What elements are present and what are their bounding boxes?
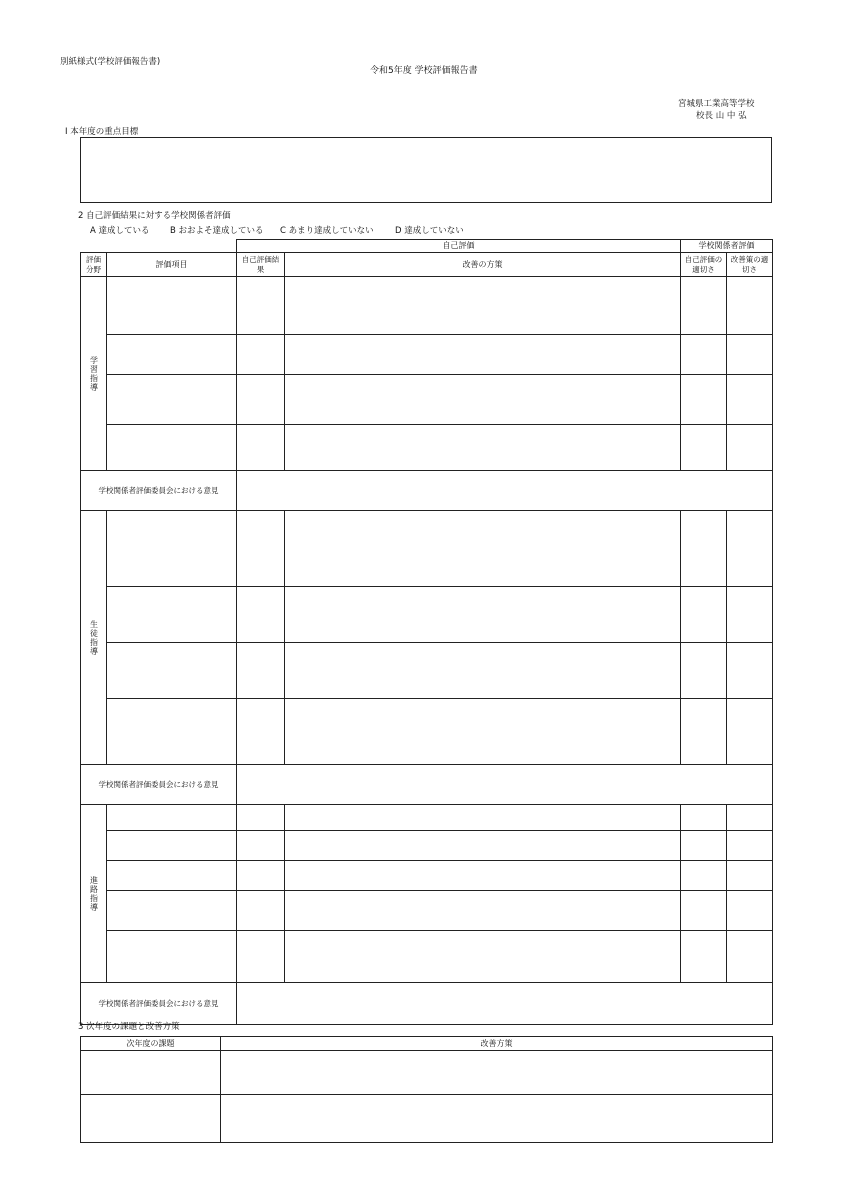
item-measures	[285, 861, 681, 891]
item-label	[107, 511, 237, 587]
item-label	[107, 805, 237, 831]
item-measure-appropriateness	[727, 375, 773, 425]
legend-c: C あまり達成していない	[280, 226, 374, 236]
school-name: 宮城県工業高等学校	[678, 99, 755, 109]
area-name: 進路指導	[81, 805, 107, 983]
area-header: 評価分野	[81, 253, 107, 277]
item-result	[237, 931, 285, 983]
item-measures	[285, 699, 681, 765]
item-result	[237, 891, 285, 931]
item-appropriateness	[681, 375, 727, 425]
item-measure-appropriateness	[727, 699, 773, 765]
item-appropriateness	[681, 699, 727, 765]
item-measures	[285, 891, 681, 931]
item-appropriateness	[681, 931, 727, 983]
item-header: 評価項目	[107, 253, 237, 277]
item-result	[237, 587, 285, 643]
item-label	[107, 335, 237, 375]
item-result	[237, 831, 285, 861]
item-label	[107, 277, 237, 335]
item-label	[107, 587, 237, 643]
item-measures	[285, 831, 681, 861]
item-measure-appropriateness	[727, 511, 773, 587]
committee-label: 学校関係者評価委員会における意見	[81, 765, 237, 805]
stakeholder-eval-header: 学校関係者評価	[681, 240, 773, 253]
item-appropriateness	[681, 277, 727, 335]
issue-cell	[81, 1051, 221, 1095]
committee-label: 学校関係者評価委員会における意見	[81, 983, 237, 1025]
item-measure-appropriateness	[727, 861, 773, 891]
item-measure-appropriateness	[727, 335, 773, 375]
section2-heading: 2 自己評価結果に対する学校関係者評価	[78, 211, 231, 221]
measure-cell	[221, 1095, 773, 1143]
committee-comment	[237, 983, 773, 1025]
measure-appropriateness-header: 改善策の適切さ	[727, 253, 773, 277]
issue-cell	[81, 1095, 221, 1143]
legend-d: D 達成していない	[395, 226, 464, 236]
committee-comment	[237, 765, 773, 805]
self-eval-header: 自己評価	[237, 240, 681, 253]
item-measure-appropriateness	[727, 587, 773, 643]
measure-cell	[221, 1051, 773, 1095]
item-result	[237, 861, 285, 891]
area-name: 生徒指導	[81, 511, 107, 765]
item-measures	[285, 587, 681, 643]
item-appropriateness	[681, 335, 727, 375]
measure-header: 改善方策	[221, 1037, 773, 1051]
item-appropriateness	[681, 805, 727, 831]
item-measures	[285, 643, 681, 699]
evaluation-table	[80, 239, 773, 1025]
item-appropriateness	[681, 891, 727, 931]
result-header: 自己評価結果	[237, 253, 285, 277]
item-result	[237, 643, 285, 699]
section1-heading: Ⅰ 本年度の重点目標	[65, 127, 139, 137]
item-result	[237, 511, 285, 587]
item-result	[237, 277, 285, 335]
item-result	[237, 375, 285, 425]
item-measure-appropriateness	[727, 931, 773, 983]
item-label	[107, 643, 237, 699]
item-measure-appropriateness	[727, 891, 773, 931]
report-title: 令和5年度 学校評価報告書	[370, 66, 478, 76]
item-measures	[285, 375, 681, 425]
item-appropriateness	[681, 425, 727, 471]
item-label	[107, 861, 237, 891]
measures-header: 改善の方策	[285, 253, 681, 277]
item-measures	[285, 335, 681, 375]
principal-name: 校長 山 中 弘	[696, 111, 747, 121]
issue-header: 次年度の課題	[81, 1037, 221, 1051]
next-year-table	[80, 1036, 773, 1143]
item-label	[107, 375, 237, 425]
item-label	[107, 699, 237, 765]
item-appropriateness	[681, 831, 727, 861]
item-result	[237, 335, 285, 375]
item-measure-appropriateness	[727, 277, 773, 335]
item-result	[237, 805, 285, 831]
item-measures	[285, 277, 681, 335]
item-appropriateness	[681, 511, 727, 587]
item-measure-appropriateness	[727, 425, 773, 471]
appropriateness-header: 自己評価の適切さ	[681, 253, 727, 277]
area-name: 学習指導	[81, 277, 107, 471]
legend-a: A 達成している	[90, 226, 150, 236]
goals-box	[80, 137, 772, 203]
section3-heading: 3 次年度の課題と改善方策	[78, 1022, 180, 1032]
legend-b: B おおよそ達成している	[170, 226, 264, 236]
item-measures	[285, 931, 681, 983]
item-result	[237, 425, 285, 471]
item-result	[237, 699, 285, 765]
item-measure-appropriateness	[727, 831, 773, 861]
item-appropriateness	[681, 643, 727, 699]
item-appropriateness	[681, 587, 727, 643]
committee-label: 学校関係者評価委員会における意見	[81, 471, 237, 511]
item-label	[107, 425, 237, 471]
item-label	[107, 891, 237, 931]
item-measures	[285, 425, 681, 471]
item-measures	[285, 805, 681, 831]
item-appropriateness	[681, 861, 727, 891]
item-measure-appropriateness	[727, 643, 773, 699]
committee-comment	[237, 471, 773, 511]
item-measure-appropriateness	[727, 805, 773, 831]
item-measures	[285, 511, 681, 587]
item-label	[107, 931, 237, 983]
item-label	[107, 831, 237, 861]
form-label: 別紙様式(学校評価報告書)	[60, 57, 161, 67]
